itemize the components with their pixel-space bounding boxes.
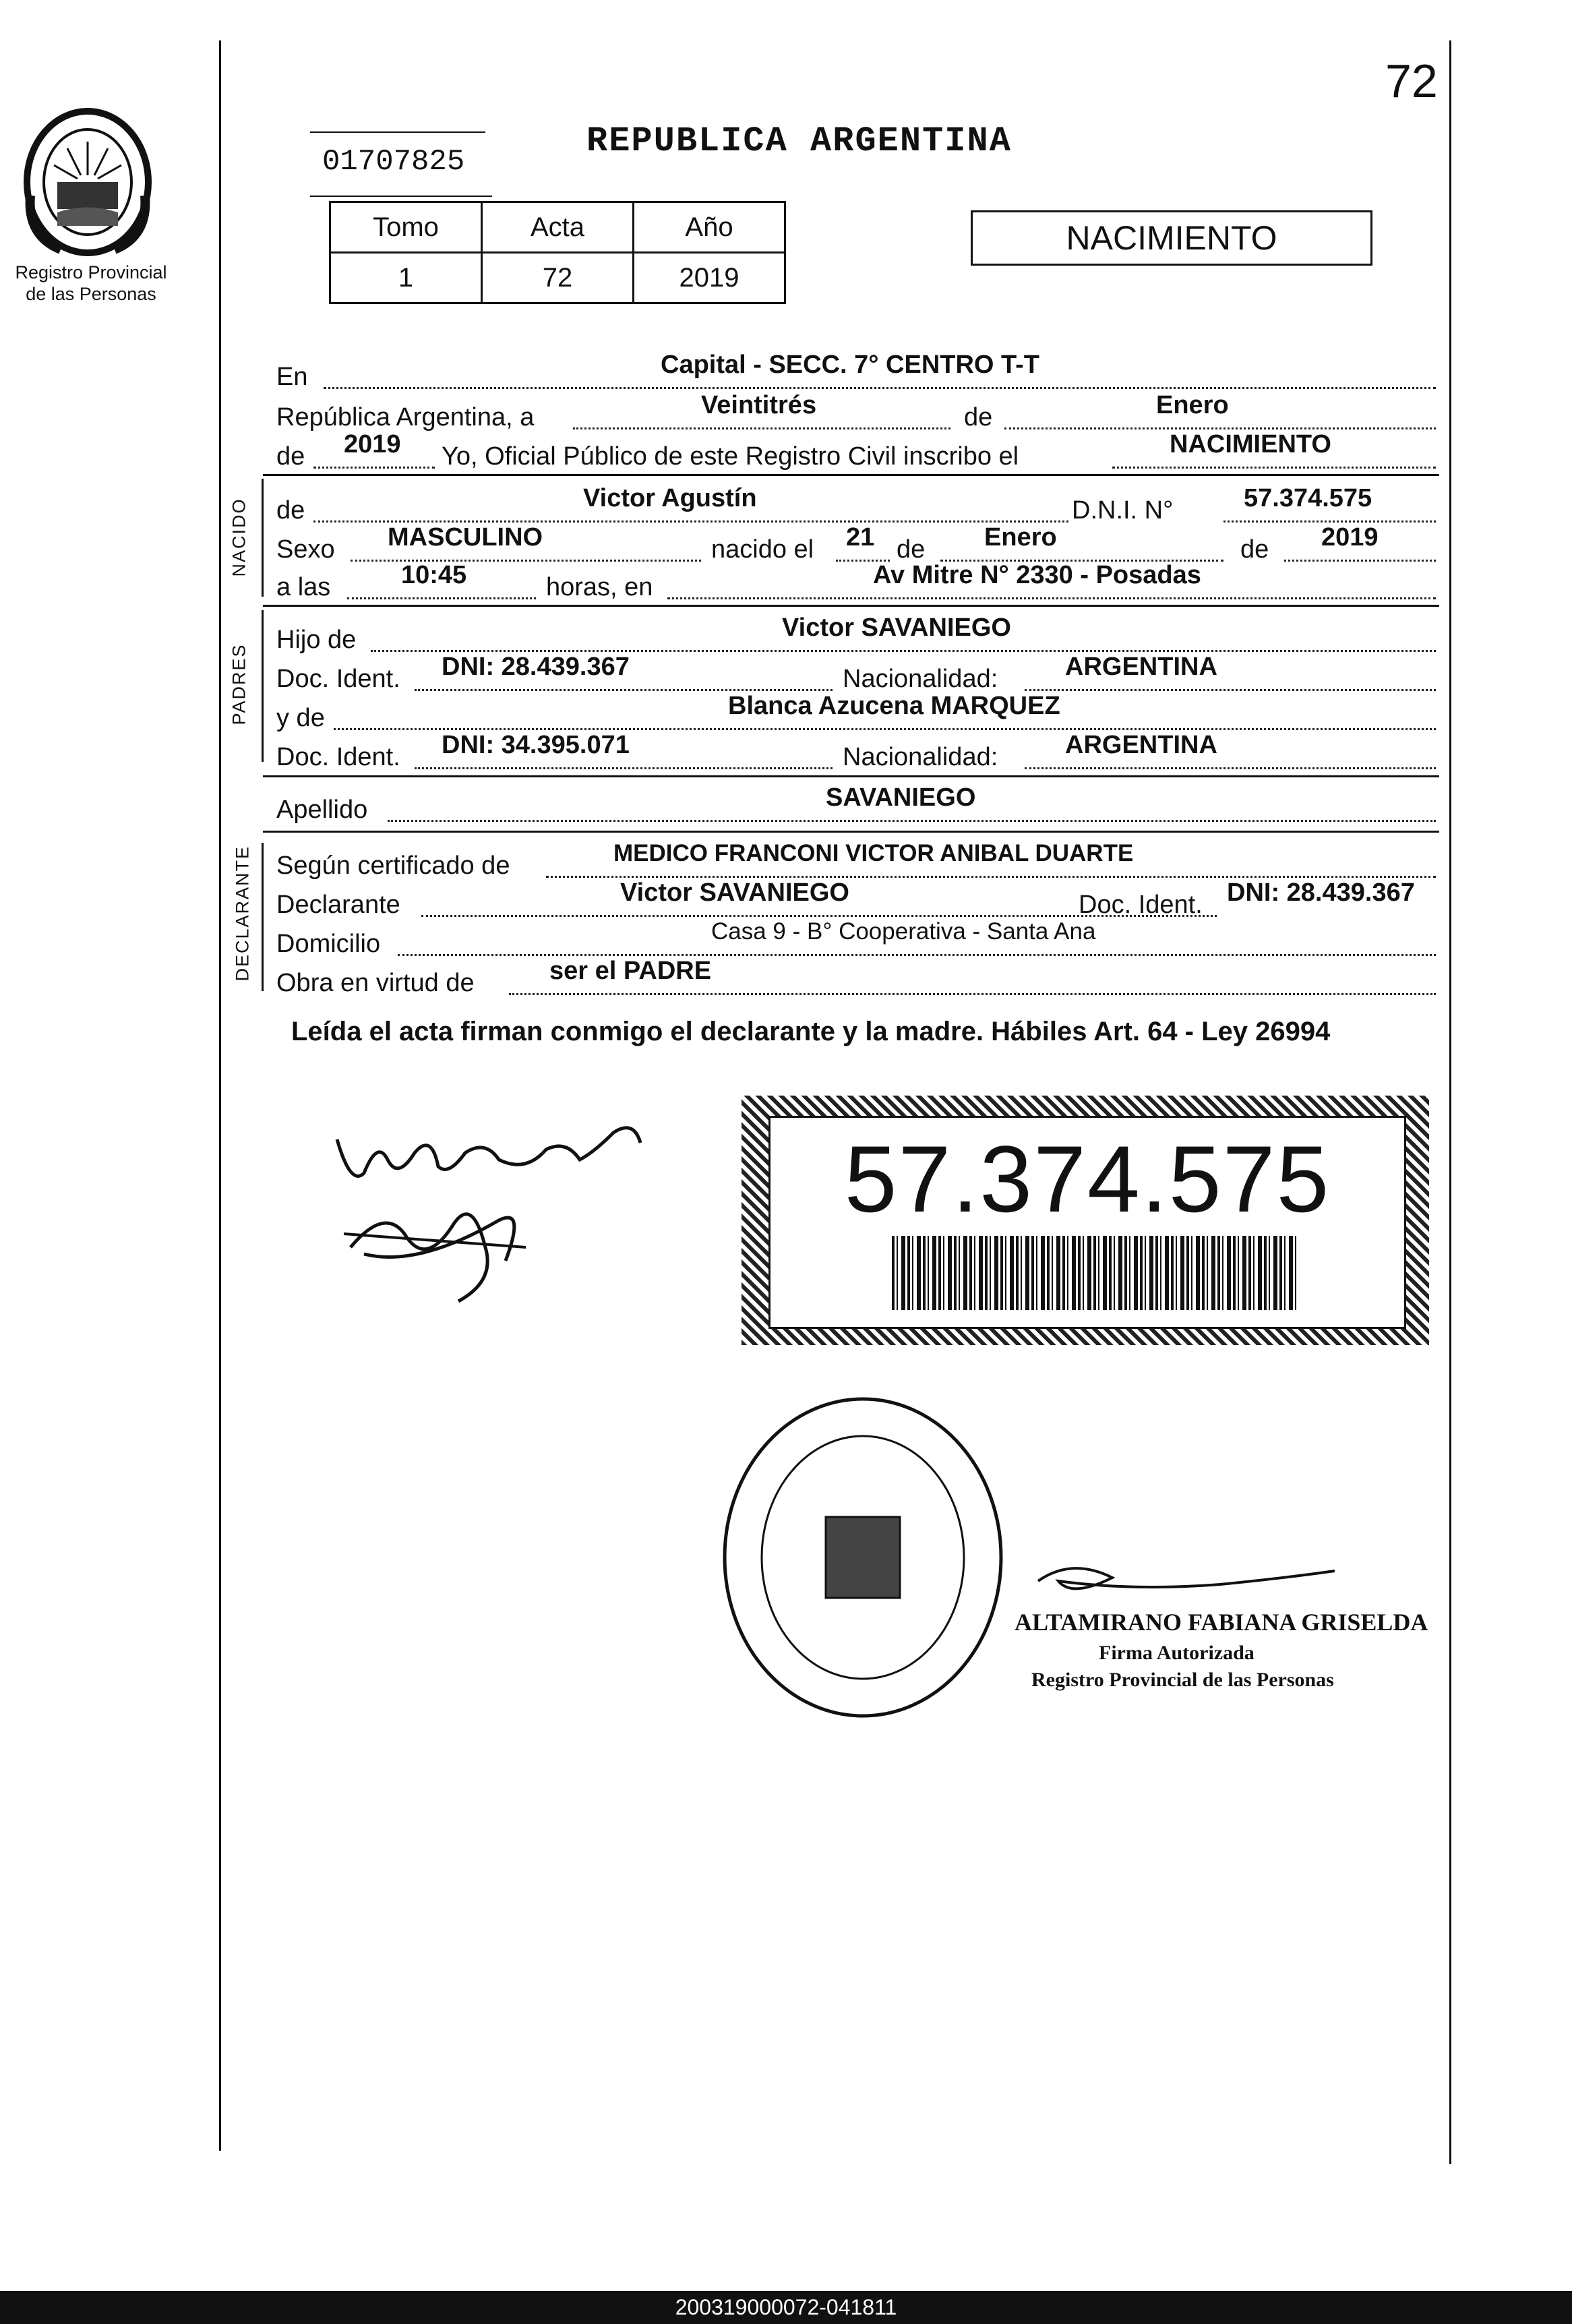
apellido-label: Apellido: [276, 796, 368, 824]
nacido-section-label: NACIDO: [229, 498, 249, 577]
time-value: 10:45: [401, 561, 467, 589]
dni-sticker-number: 57.374.575: [844, 1126, 1331, 1232]
hijo-de-label: Hijo de: [276, 626, 357, 654]
de-label-2: de: [897, 535, 926, 564]
declarant-signature: [324, 1112, 674, 1321]
footer-document-code: 200319000072-041811: [0, 2291, 1572, 2324]
logo-caption-line2: de las Personas: [26, 284, 156, 304]
padres-bracket: [262, 610, 264, 762]
de2-label: de: [276, 442, 305, 471]
record-type-box: NACIMIENTO: [971, 210, 1372, 266]
birth-day-value: 21: [846, 523, 875, 552]
day-text-value: Veintitrés: [701, 391, 817, 419]
mother-name-value: Blanca Azucena MARQUEZ: [728, 692, 1060, 720]
declarante-doc-label: Doc. Ident.: [1079, 891, 1203, 919]
declarante-bracket: [262, 843, 264, 991]
alas-label: a las: [276, 573, 331, 601]
row-oficial: [276, 430, 1436, 476]
document-title: REPUBLICA ARGENTINA: [586, 121, 1012, 161]
sexo-value: MASCULINO: [388, 523, 543, 552]
birth-year-value: 2019: [1321, 523, 1379, 552]
de-label: de: [964, 403, 993, 431]
value-tomo: 1: [330, 253, 482, 303]
row-apellido: [276, 783, 1436, 829]
row-hora: [276, 561, 1436, 607]
official-signature: [1031, 1557, 1341, 1598]
en-value: Capital - SECC. 7° CENTRO T-T: [661, 351, 1040, 379]
row-obra: [276, 957, 1436, 1003]
separator-2: [263, 605, 1439, 607]
declarante-section-label: DECLARANTE: [232, 845, 253, 982]
value-acta: 72: [482, 253, 634, 303]
separator-3: [263, 775, 1439, 777]
provincial-seal-logo: [20, 101, 155, 256]
dni-label: D.N.I. N°: [1072, 496, 1174, 525]
row-en: [276, 351, 1436, 396]
father-doc-label: Doc. Ident.: [276, 665, 400, 693]
nacido-el-label: nacido el: [711, 535, 814, 564]
nacido-bracket: [262, 479, 264, 597]
en-label: En: [276, 363, 308, 391]
nacido-de-label: de: [276, 496, 305, 525]
declarante-doc-value: DNI: 28.439.367: [1227, 878, 1415, 907]
declarante-value: Victor SAVANIEGO: [620, 878, 849, 907]
row-domicilio: [276, 918, 1436, 963]
header-tomo: Tomo: [330, 202, 482, 253]
inscribo-value: NACIMIENTO: [1170, 430, 1331, 458]
logo-caption-line1: Registro Provincial: [15, 262, 167, 282]
right-margin-line: [1449, 40, 1451, 2164]
mother-doc-label: Doc. Ident.: [276, 743, 400, 771]
mother-doc-value: DNI: 34.395.071: [442, 731, 630, 759]
father-doc-value: DNI: 28.439.367: [442, 653, 630, 681]
serial-bottom-line: [310, 196, 492, 197]
official-name: ALTAMIRANO FABIANA GRISELDA: [1015, 1609, 1428, 1636]
father-name-value: Victor SAVANIEGO: [782, 614, 1011, 642]
page-number: 72: [1385, 55, 1438, 107]
header-anio: Año: [634, 202, 785, 253]
separator-4: [263, 831, 1439, 833]
official-office: Registro Provincial de las Personas: [1031, 1669, 1334, 1691]
child-name-value: Victor Agustín: [583, 484, 757, 512]
separator-1: [263, 474, 1439, 476]
closing-statement: Leída el acta firman conmigo el declarante y la madre. Hábiles Art. 64 - Ley 26994: [291, 1017, 1331, 1046]
apellido-value: SAVANIEGO: [826, 783, 976, 812]
father-nac-label: Nacionalidad:: [843, 665, 998, 693]
year-value: 2019: [344, 430, 401, 458]
serial-number: 01707825: [322, 145, 465, 179]
mother-nac-label: Nacionalidad:: [843, 743, 998, 771]
official-seal-stamp: [715, 1389, 1011, 1726]
header-acta: Acta: [482, 202, 634, 253]
domicilio-value: Casa 9 - B° Cooperativa - Santa Ana: [711, 918, 1096, 945]
oficial-text: Yo, Oficial Público de este Registro Civil inscribo el: [442, 442, 1019, 471]
certificado-label: Según certificado de: [276, 852, 510, 880]
value-anio: 2019: [634, 253, 785, 303]
record-table-header-row: [330, 202, 785, 253]
domicilio-label: Domicilio: [276, 930, 381, 958]
republica-label: República Argentina, a: [276, 403, 535, 431]
serial-top-line: [310, 131, 485, 133]
y-de-label: y de: [276, 704, 325, 732]
birth-month-value: Enero: [984, 523, 1057, 552]
logo-caption: [7, 262, 175, 305]
sexo-label: Sexo: [276, 535, 335, 564]
child-dni-value: 57.374.575: [1244, 484, 1372, 512]
dni-sticker: [742, 1096, 1429, 1345]
record-table-value-row: [330, 253, 785, 303]
father-nac-value: ARGENTINA: [1065, 653, 1217, 681]
obra-label: Obra en virtud de: [276, 969, 475, 997]
official-role: Firma Autorizada: [1099, 1642, 1254, 1664]
padres-section-label: PADRES: [229, 643, 249, 725]
mother-nac-value: ARGENTINA: [1065, 731, 1217, 759]
row-mother-doc: [276, 731, 1436, 777]
month-value: Enero: [1156, 391, 1229, 419]
de-label-3: de: [1240, 535, 1269, 564]
dni-sticker-inner: [768, 1116, 1406, 1329]
barcode: [892, 1236, 1296, 1310]
certificado-value: MEDICO FRANCONI VICTOR ANIBAL DUARTE: [613, 840, 1134, 866]
declarante-label: Declarante: [276, 891, 400, 919]
horas-label: horas, en: [546, 573, 653, 601]
obra-value: ser el PADRE: [549, 957, 712, 985]
record-table: [329, 201, 786, 304]
place-value: Av Mitre N° 2330 - Posadas: [873, 561, 1201, 589]
left-margin-line: [219, 40, 221, 2151]
